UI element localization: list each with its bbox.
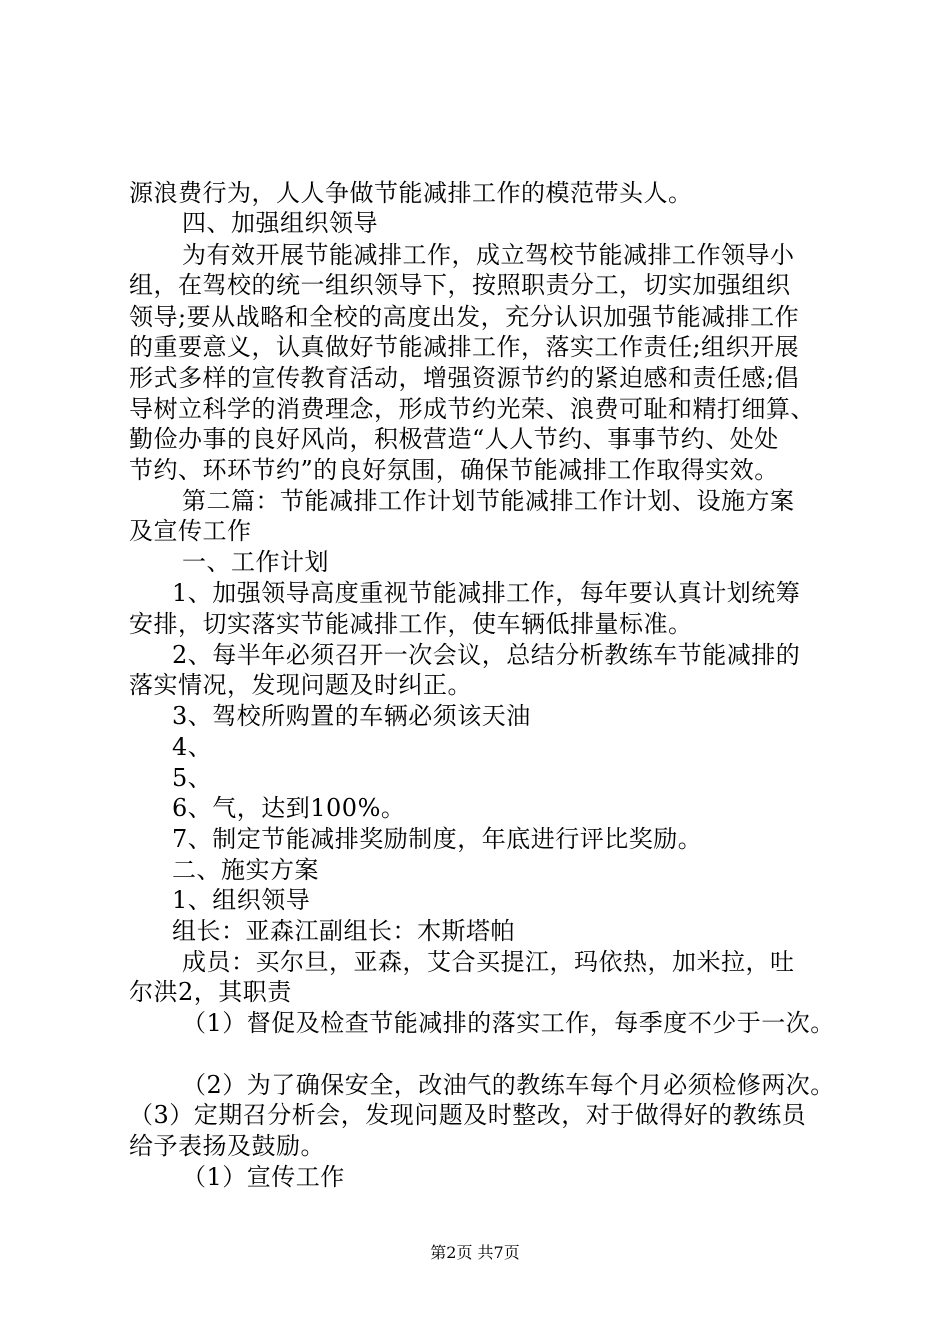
text-line: 的重要意义，认真做好节能减排工作，落实工作责任;组织开展 — [129, 333, 800, 361]
text-line: 勤俭办事的良好风尚，积极营造“人人节约、事事节约、处处 — [129, 425, 779, 453]
list-item: 7、制定节能减排奖励制度，年底进行评比奖励。 — [172, 825, 703, 853]
list-item: 4、 — [172, 733, 213, 761]
text-line: 落实情况，发现问题及时纠正。 — [129, 671, 472, 699]
chapter-heading-continued: 及宣传工作 — [129, 517, 252, 545]
text-line: 节约、环环节约”的良好氛围，确保节能减排工作取得实效。 — [129, 456, 779, 484]
list-item: 2、每半年必须召开一次会议，总结分析教练车节能减排的 — [172, 641, 801, 669]
list-item: （2）为了确保安全，改油气的教练车每个月必须检修两次。 — [182, 1071, 835, 1099]
page-number-footer: 第2页 共7页 — [430, 1243, 520, 1262]
text-line: 组长：亚森江副组长：木斯塔帕 — [172, 917, 515, 945]
text-line: 为有效开展节能减排工作，成立驾校节能减排工作领导小 — [182, 241, 795, 269]
list-item: （1）督促及检查节能减排的落实工作，每季度不少于一次。 — [182, 1009, 835, 1037]
chapter-heading: 第二篇：节能减排工作计划节能减排工作计划、设施方案 — [182, 487, 795, 515]
text-line: 源浪费行为，人人争做节能减排工作的模范带头人。 — [129, 179, 693, 207]
text-line: 成员：买尔旦，亚森，艾合买提江，玛依热，加米拉，吐 — [182, 948, 795, 976]
text-line: 形式多样的宣传教育活动，增强资源节约的紧迫感和责任感;倡 — [129, 364, 800, 392]
list-item: 3、驾校所购置的车辆必须该天油 — [172, 702, 531, 730]
text-line: 尔洪2，其职责 — [129, 978, 292, 1006]
subsection-heading: 1、组织领导 — [172, 886, 311, 914]
list-item: （3）定期召分析会，发现问题及时整改，对于做得好的教练员 — [129, 1101, 807, 1129]
text-line: 组，在驾校的统一组织领导下，按照职责分工，切实加强组织 — [129, 271, 791, 299]
text-line: 给予表扬及鼓励。 — [129, 1132, 325, 1160]
text-line: 导树立科学的消费理念，形成节约光荣、浪费可耻和精打细算、 — [129, 395, 815, 423]
section-heading: 二、施实方案 — [172, 856, 319, 884]
text-line: 领导;要从战略和全校的高度出发，充分认识加强节能减排工作 — [129, 303, 800, 331]
list-item: （1）宣传工作 — [182, 1163, 345, 1191]
section-heading: 四、加强组织领导 — [182, 209, 378, 237]
list-item: 6、气，达到100%。 — [172, 794, 406, 822]
list-item: 1、加强领导高度重视节能减排工作，每年要认真计划统筹 — [172, 579, 801, 607]
text-line: 安排，切实落实节能减排工作，使车辆低排量标准。 — [129, 610, 693, 638]
list-item: 5、 — [172, 764, 213, 792]
section-heading: 一、工作计划 — [182, 548, 329, 576]
